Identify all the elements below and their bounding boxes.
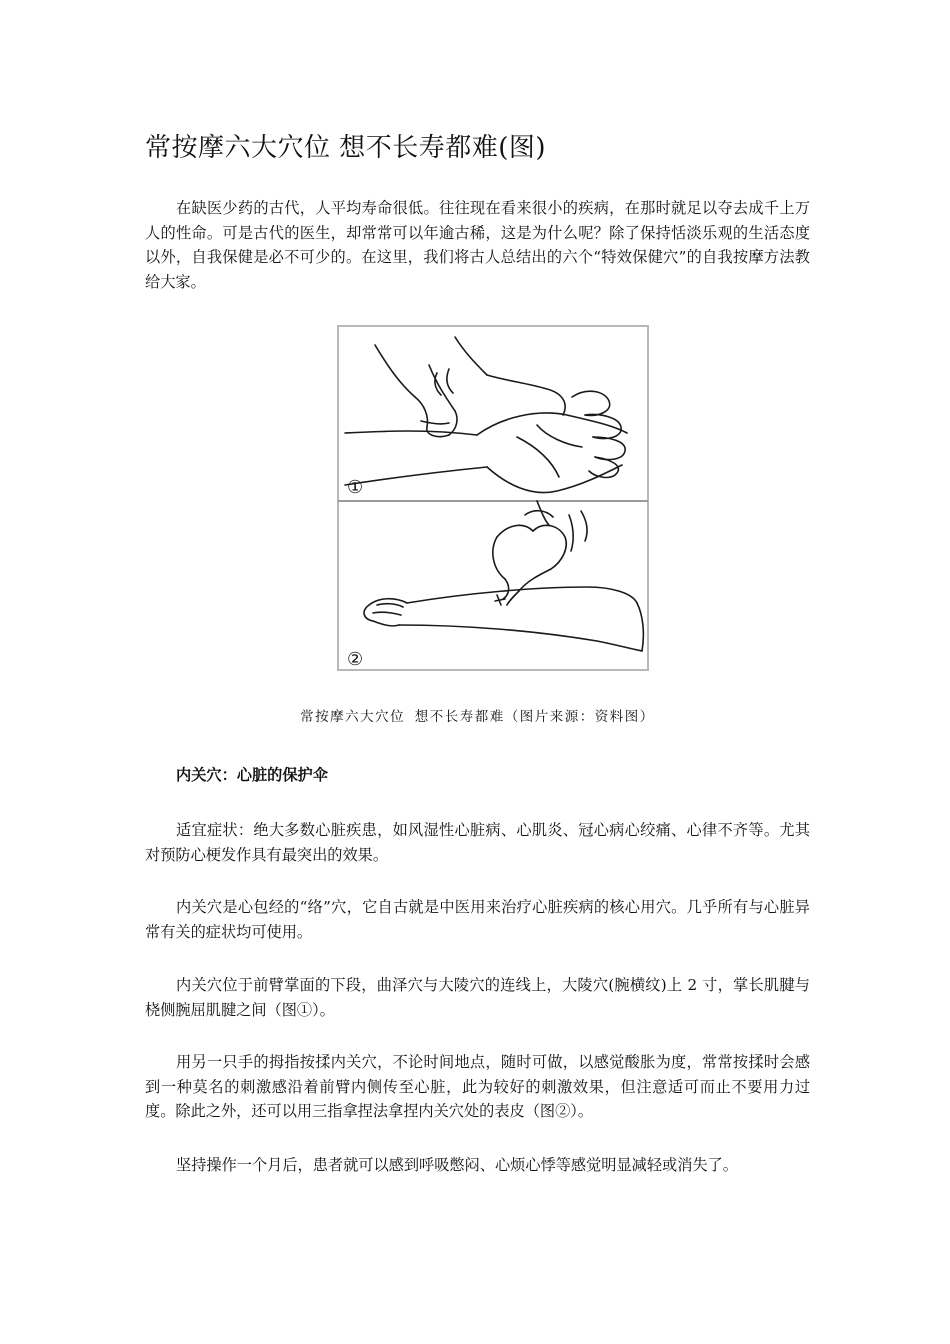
- paragraph-symptoms: 适宜症状：绝大多数心脏疾患，如风湿性心脏病、心肌炎、冠心病心绞痛、心律不齐等。尤其对预防心梗发作具有最突出的效果。: [145, 821, 810, 864]
- paragraph-method: 用另一只手的拇指按揉内关穴，不论时间地点，随时可做，以感觉酸胀为度，常常按揉时会感到一种莫名的刺激感沿着前臂内侧传至心脏，此为较好的刺激效果，但注意适可而止不要用力过度。除此之外，还可以用三指拿捏法拿捏内关穴处的表皮（图②）。: [145, 1053, 810, 1120]
- panel-2-label: ②: [347, 649, 364, 670]
- paragraph-location: 内关穴位于前臂掌面的下段，曲泽穴与大陵穴的连线上，大陵穴(腕横纹)上 2 寸，掌长肌腱与桡侧腕屈肌腱之间（图①）。: [145, 976, 810, 1019]
- article-title: 常按摩六大穴位 想不长寿都难(图): [145, 133, 547, 163]
- paragraph-meridian: 内关穴是心包经的“络”穴，它自古就是中医用来治疗心脏疾病的核心用穴。几乎所有与心脏异常有关的症状均可使用。: [145, 898, 810, 941]
- paragraph-result: 坚持操作一个月后，患者就可以感到呼吸憋闷、心烦心悸等感觉明显减轻或消失了。: [176, 1156, 738, 1174]
- intro-paragraph: 在缺医少药的古代，人平均寿命很低。往往现在看来很小的疾病，在那时就足以夺去成千上万人的性命。可是古代的医生，却常常可以年逾古稀，这是为什么呢？除了保持恬淡乐观的生活态度以外，自我保健是必不可少的。在这里，我们将古人总结出的六个“特效保健穴”的自我按摩方法教给大家。: [145, 199, 810, 291]
- figure-caption: 常按摩六大穴位 想不长寿都难（图片来源：资料图）: [300, 709, 655, 725]
- section-heading: 内关穴：心脏的保护伞: [176, 766, 328, 784]
- acupressure-illustration: [337, 325, 649, 671]
- panel-1-label: ①: [347, 477, 364, 498]
